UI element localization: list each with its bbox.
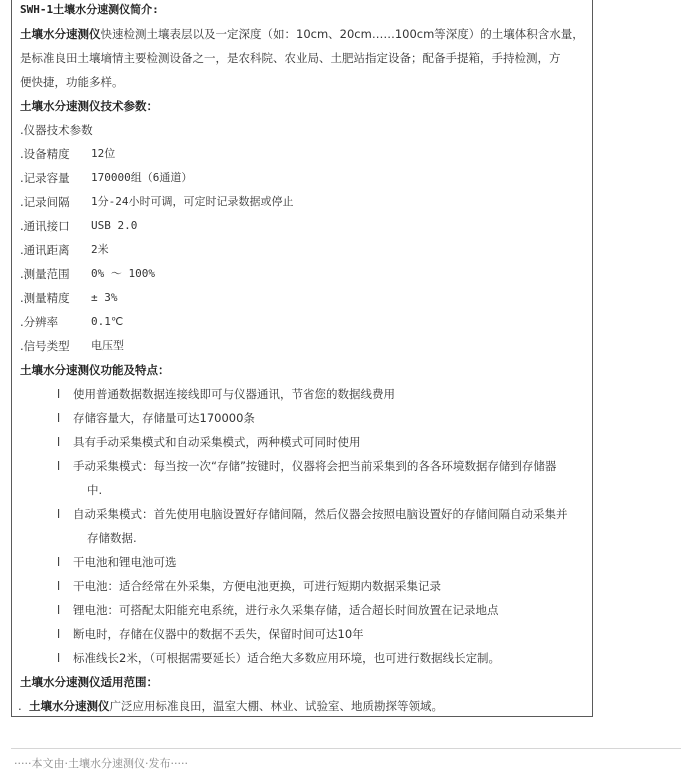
bullet-icon: l — [57, 507, 61, 521]
feature-item: 锂电池：可搭配太阳能充电系统，进行永久采集存储，适合超长时间放置在记录地点 — [73, 603, 499, 617]
content-frame — [11, 0, 593, 717]
param-label: .通讯接口 — [20, 219, 70, 233]
feature-item: 具有手动采集模式和自动采集模式，两种模式可同时使用 — [73, 435, 361, 449]
params-subheading: .仪器技术参数 — [20, 123, 93, 137]
intro-heading: SWH-1土壤水分速测仪简介: — [20, 3, 159, 16]
intro-line-2: 是标准良田土壤墒情主要检测设备之一，是农科院、农业局、土肥站指定设备；配备手提箱，手持检测，方 — [20, 51, 561, 65]
scope-heading: 土壤水分速测仪适用范围： — [20, 675, 158, 689]
param-value: 0% ～ 100% — [91, 267, 155, 280]
intro-line-1 — [20, 26, 584, 42]
param-value: ± 3% — [91, 291, 118, 304]
param-label: .通讯距离 — [20, 243, 70, 257]
scope-prefix: . — [18, 699, 22, 713]
param-label: .记录容量 — [20, 171, 70, 185]
bullet-icon: l — [57, 435, 61, 449]
feature-item: 干电池：适合经常在外采集，方便电池更换，可进行短期内数据采集记录 — [73, 579, 441, 593]
bullet-icon: l — [57, 579, 61, 593]
feature-item: 自动采集模式：首先使用电脑设置好存储间隔，然后仪器会按照电脑设置好的存储间隔自动采集并 — [73, 507, 568, 521]
param-value: USB 2.0 — [91, 219, 138, 232]
bullet-icon: l — [57, 411, 61, 425]
param-value: 170000组（6通道） — [91, 171, 193, 184]
cut-off-text: ·····本文由·土壤水分速测仪·发布····· — [14, 757, 188, 770]
param-value: 2米 — [91, 243, 109, 256]
feature-item: 存储容量大，存储量可达170000条 — [73, 411, 255, 425]
param-value: 12位 — [91, 147, 116, 160]
param-value: 1分-24小时可调，可定时记录数据或停止 — [91, 195, 294, 208]
bullet-icon: l — [57, 651, 61, 665]
scope-lead: 土壤水分速测仪 — [28, 699, 110, 713]
bullet-icon: l — [57, 459, 61, 473]
scope-text: 广泛应用标准良田，温室大棚、林业、试验室、地质勘探等领域。 — [109, 699, 443, 713]
param-value: 0.1℃ — [91, 315, 124, 328]
bullet-icon: l — [57, 627, 61, 641]
param-label: .分辨率 — [20, 315, 59, 329]
params-heading: 土壤水分速测仪技术参数： — [20, 99, 158, 113]
param-label: .记录间隔 — [20, 195, 70, 209]
param-label: .设备精度 — [20, 147, 70, 161]
feature-item-continuation: 中. — [87, 483, 103, 497]
feature-item: 手动采集模式：每当按一次“存储”按键时，仪器将会把当前采集到的各各环境数据存储到存储器 — [73, 459, 557, 473]
intro-lead: 土壤水分速测仪 — [20, 27, 101, 41]
feature-item-continuation: 存储数据. — [87, 531, 137, 545]
intro-text-1: 快速检测土壤表层以及一定深度（如：10cm、20cm……100cm等深度）的土壤体积含水量， — [100, 27, 584, 41]
param-label: .测量精度 — [20, 291, 70, 305]
divider — [11, 748, 681, 749]
feature-item: 断电时，存储在仪器中的数据不丢失，保留时间可达10年 — [73, 627, 364, 641]
bullet-icon: l — [57, 603, 61, 617]
bullet-icon: l — [57, 387, 61, 401]
feature-item: 干电池和锂电池可选 — [73, 555, 177, 569]
param-label: .测量范围 — [20, 267, 70, 281]
feature-item: 标准线长2米，（可根据需要延长）适合绝大多数应用环境，也可进行数据线长定制。 — [73, 651, 501, 665]
param-value: 电压型 — [91, 339, 124, 352]
bullet-icon: l — [57, 555, 61, 569]
intro-line-3: 便快捷，功能多样。 — [20, 75, 124, 89]
feature-item: 使用普通数据数据连接线即可与仪器通讯，节省您的数据线费用 — [73, 387, 395, 401]
scope-line — [18, 698, 443, 714]
param-label: .信号类型 — [20, 339, 70, 353]
features-heading: 土壤水分速测仪功能及特点： — [20, 363, 170, 377]
